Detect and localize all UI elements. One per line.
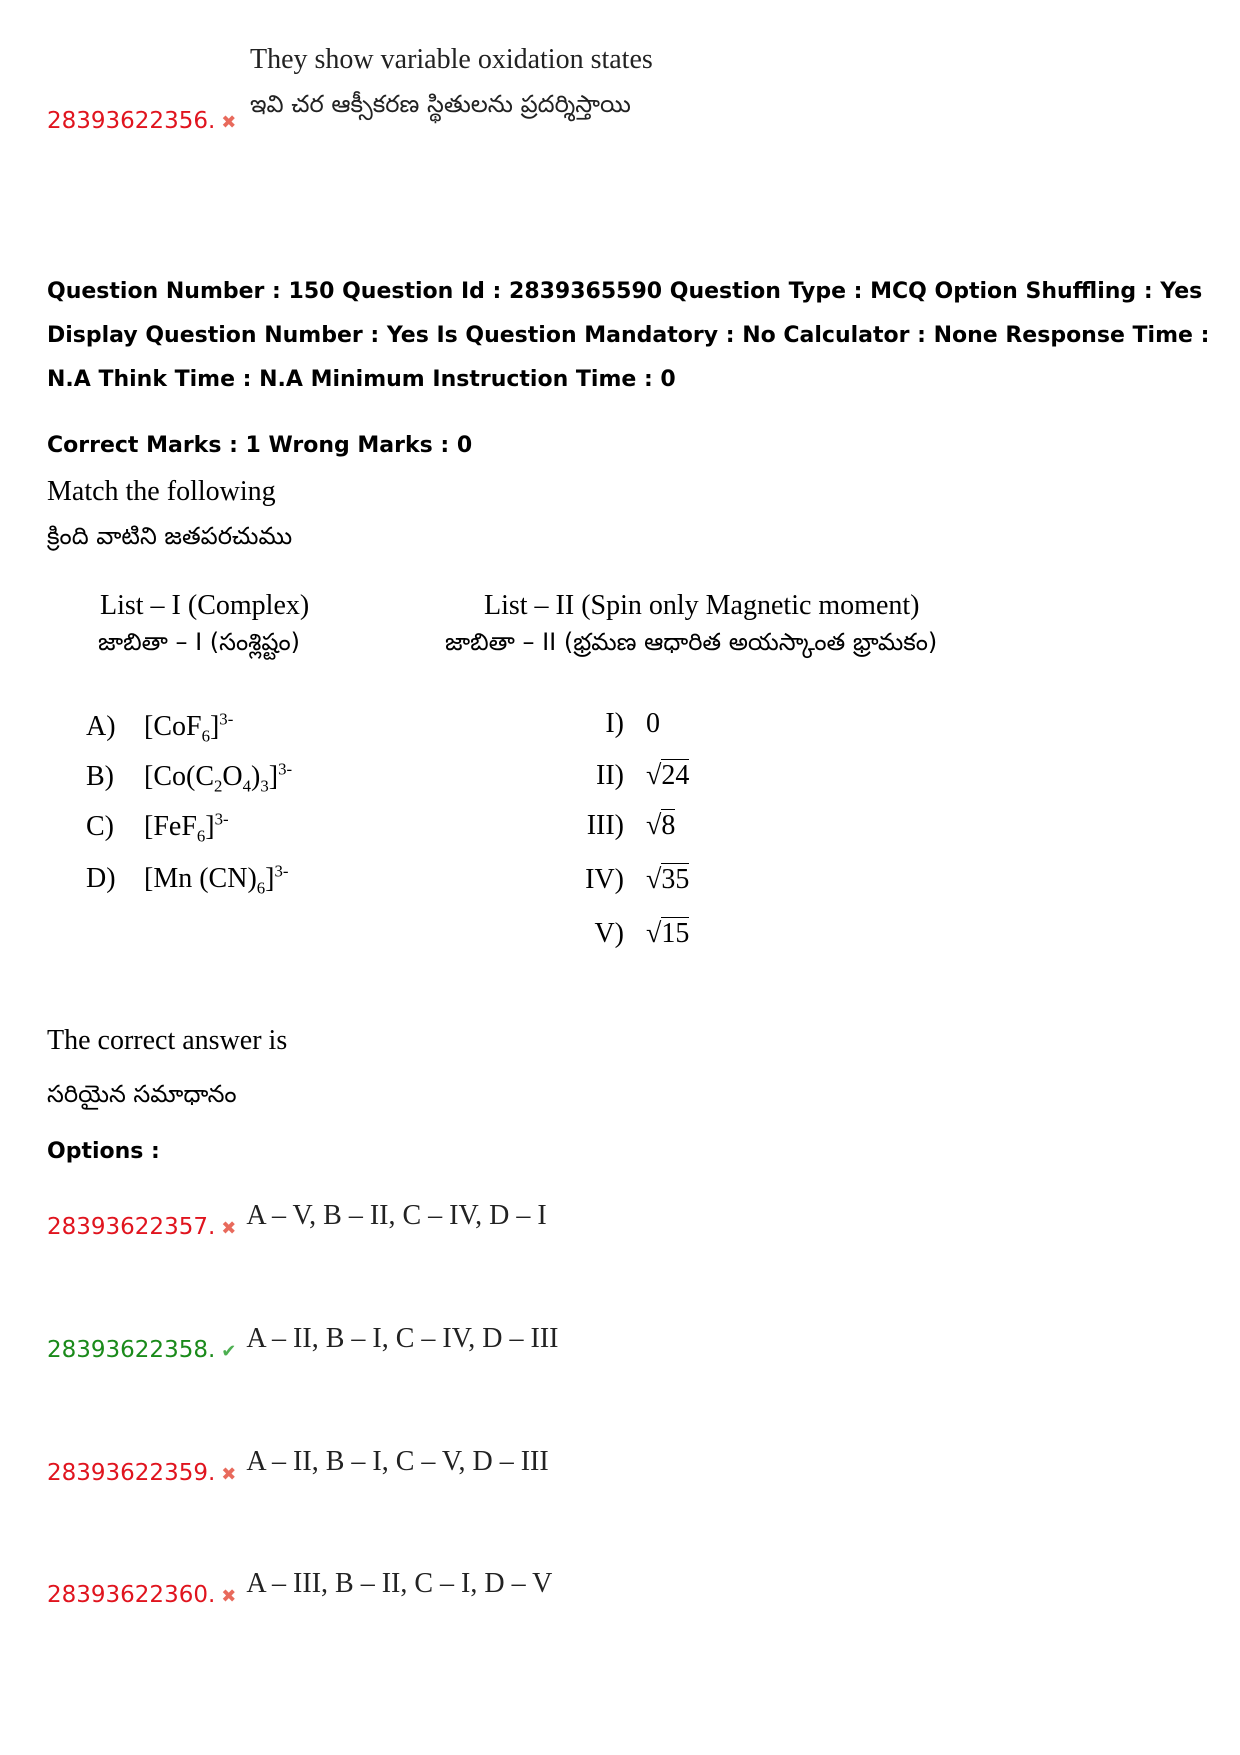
formula-part: ] <box>268 761 279 793</box>
list2-item <box>540 864 689 896</box>
formula-part: 3- <box>278 760 293 779</box>
formula-part: ] <box>205 811 215 843</box>
correct-icon: ✔ <box>221 1341 237 1362</box>
item-label: B) <box>86 761 114 793</box>
list2-item <box>540 918 689 950</box>
wrong-icon: ✖ <box>221 1464 237 1485</box>
complex-formula <box>144 760 293 796</box>
formula-part: 4 <box>242 776 252 796</box>
list1-heading-en: List – I (Complex) <box>100 590 310 621</box>
formula-part: 2 <box>214 776 223 796</box>
item-label: C) <box>86 811 114 843</box>
option-id: 28393622359. <box>47 1460 216 1486</box>
sqrt-icon: √ <box>646 864 662 895</box>
item-label: D) <box>86 863 116 895</box>
sqrt-icon: √ <box>646 760 662 791</box>
formula-part: ) <box>251 761 261 793</box>
item-label: II) <box>596 760 624 791</box>
answer-prompt-en: The correct answer is <box>47 1025 288 1056</box>
formula-part: 6 <box>201 726 210 746</box>
formula-part: 6 <box>256 878 266 898</box>
option-id: 28393622360. <box>47 1582 216 1608</box>
list1-item <box>86 862 288 899</box>
item-label: I) <box>605 708 624 739</box>
option-text: A – V, B – II, C – IV, D – I <box>246 1200 547 1231</box>
formula-part: [FeF <box>144 811 197 843</box>
moment-value: 0 <box>646 708 660 739</box>
option-3[interactable] <box>47 1446 549 1488</box>
formula-part: 3- <box>274 862 289 881</box>
wrong-icon: ✖ <box>221 112 237 133</box>
option-text: A – II, B – I, C – IV, D – III <box>246 1323 559 1354</box>
formula-part: ] <box>209 711 220 743</box>
sqrt-icon: √ <box>646 810 662 841</box>
option-id: 28393622357. <box>47 1214 216 1240</box>
list1-item <box>86 810 229 847</box>
question-title-en: Match the following <box>47 476 276 507</box>
formula-part: 3- <box>214 810 229 829</box>
item-label: III) <box>586 810 624 841</box>
formula-part: 6 <box>196 826 206 846</box>
list2-item <box>540 760 689 792</box>
wrong-icon: ✖ <box>221 1586 237 1607</box>
complex-formula <box>144 862 289 898</box>
moment-value: 35 <box>661 864 690 895</box>
answer-prompt-te: సరియైన సమాధానం <box>47 1080 237 1108</box>
formula-part: 3 <box>260 776 269 796</box>
prev-option <box>47 108 236 134</box>
moment-value: 8 <box>661 810 676 841</box>
formula-part: [CoF <box>144 711 202 743</box>
option-text: A – III, B – II, C – I, D – V <box>246 1568 553 1599</box>
list2-heading-te: జాబితా – II (భ్రమణ ఆధారిత అయస్కాంత భ్రామకం) <box>445 628 938 656</box>
option-id: 28393622356. <box>47 108 216 134</box>
list2-item <box>540 708 660 740</box>
formula-part: 3- <box>219 710 234 729</box>
question-title-te: క్రింది వాటిని జతపరచుము <box>47 522 293 550</box>
option-text: A – II, B – I, C – V, D – III <box>246 1446 549 1477</box>
complex-formula <box>144 810 229 846</box>
options-label: Options : <box>47 1139 160 1164</box>
moment-value: 24 <box>661 760 690 791</box>
item-label: A) <box>86 711 116 743</box>
item-label: V) <box>594 918 624 949</box>
item-label: IV) <box>585 864 624 895</box>
formula-part: [Co(C <box>144 761 214 793</box>
option-4[interactable] <box>47 1568 553 1610</box>
option-2[interactable] <box>47 1323 559 1365</box>
list1-item <box>86 710 233 747</box>
question-meta: Question Number : 150 Question Id : 2839365590 Question Type : MCQ Option Shuffling : Yes Display Question Number : Yes Is Question Mandatory : No Calculator : None Response Time : N.A Think Time : N.A Minimum Instruction Time : 0 <box>47 279 1210 392</box>
option-1[interactable] <box>47 1200 547 1242</box>
list1-heading-te: జాబితా – I (సంశ్లిష్టం) <box>98 628 301 656</box>
prev-option-en: They show variable oxidation states <box>250 44 653 75</box>
list1-item <box>86 760 292 797</box>
wrong-icon: ✖ <box>221 1218 237 1239</box>
option-id: 28393622358. <box>47 1337 216 1363</box>
formula-part: O <box>222 761 243 793</box>
formula-part: [Mn (CN) <box>144 863 257 895</box>
list2-heading-en: List – II (Spin only Magnetic moment) <box>484 590 920 621</box>
list2-item <box>540 810 675 842</box>
formula-part: ] <box>265 863 275 895</box>
complex-formula <box>144 710 234 746</box>
moment-value: 15 <box>661 918 690 949</box>
marks-info: Correct Marks : 1 Wrong Marks : 0 <box>47 433 473 458</box>
sqrt-icon: √ <box>646 918 662 949</box>
prev-option-te: ఇవి చర ఆక్సీకరణ స్థితులను ప్రదర్శిస్తాయి <box>250 90 631 118</box>
